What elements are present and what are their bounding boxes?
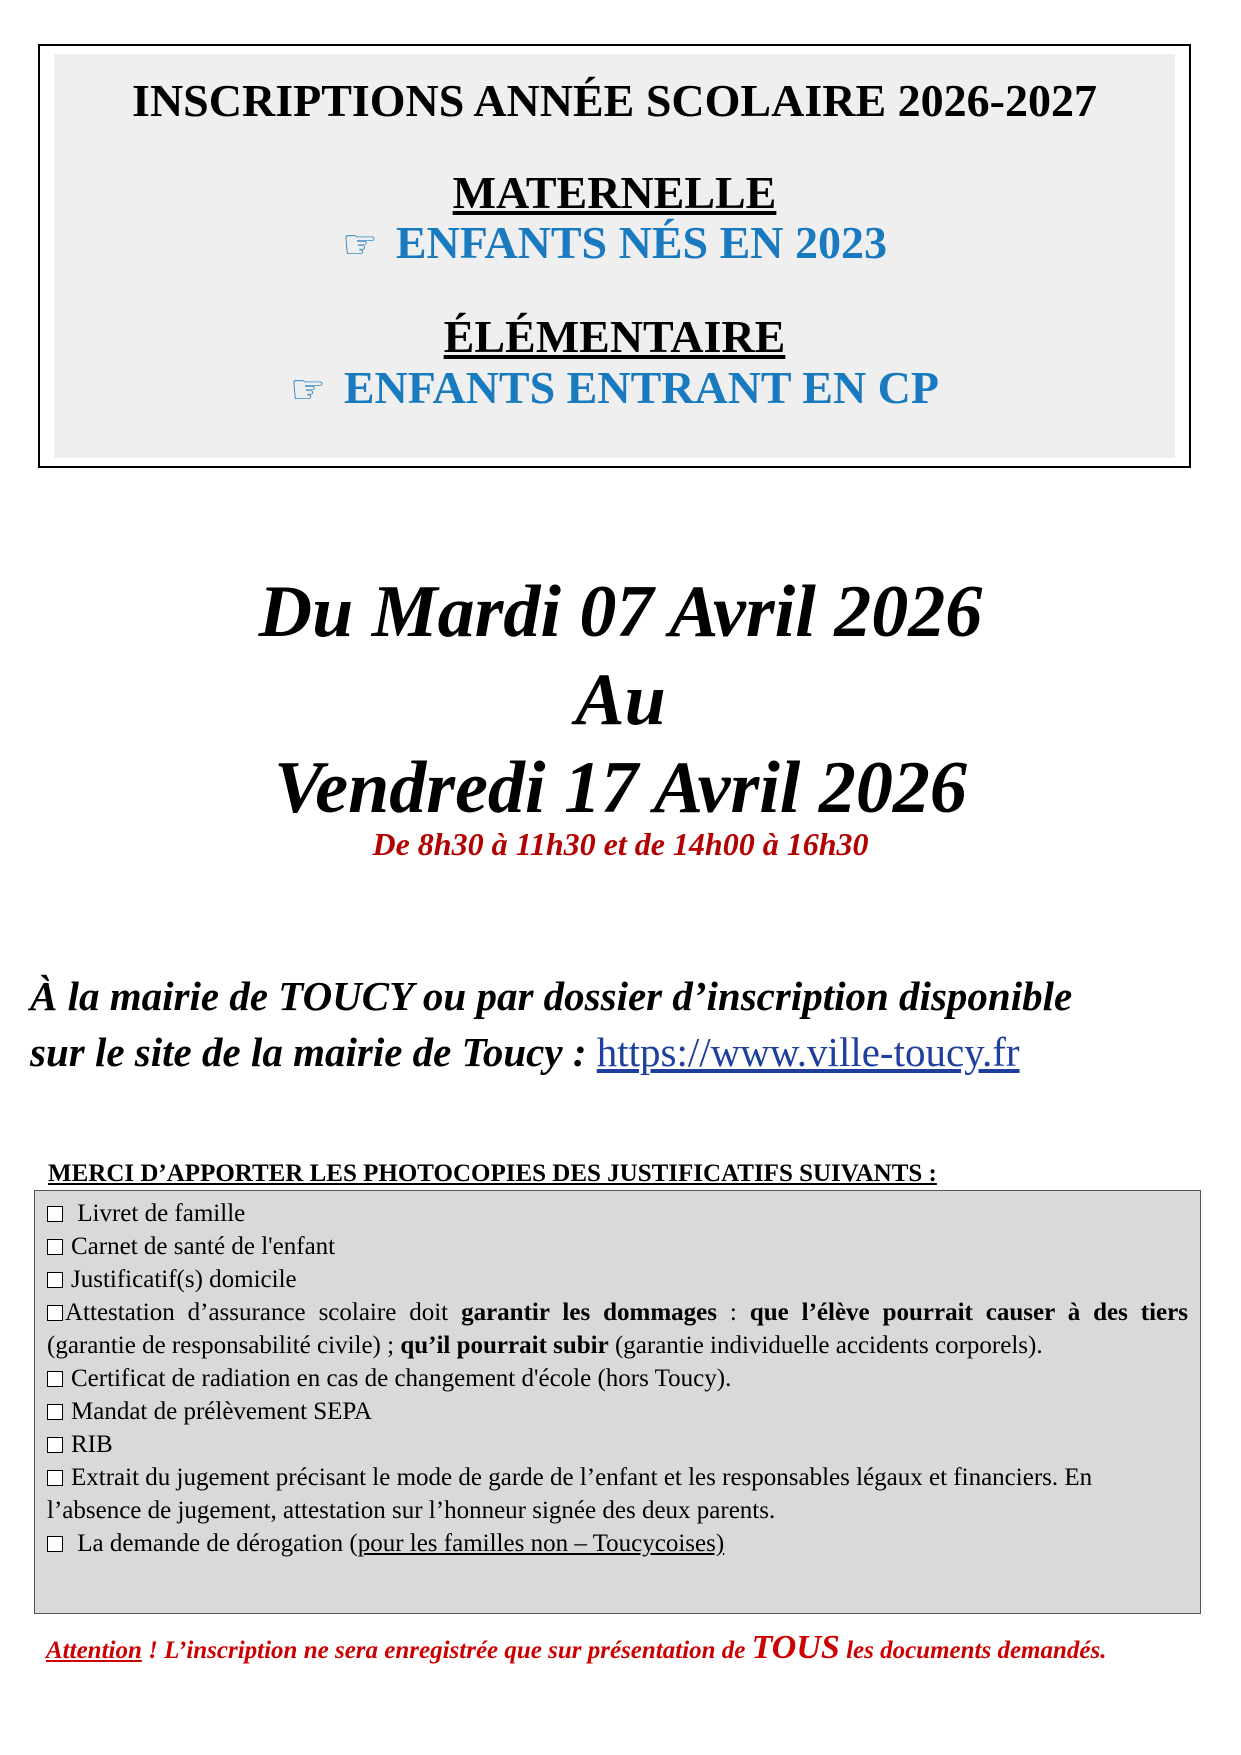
maternelle-sub-text: ENFANTS NÉS EN 2023 [395,217,888,268]
list-item [47,1395,1188,1428]
attention-text-1: ! L’inscription ne sera enregistrée que sur présentation de [141,1637,752,1664]
checkbox-icon[interactable] [47,1470,63,1486]
date-start: Du Mardi 07 Avril 2026 [258,571,983,653]
list-item [47,1197,1188,1230]
list-item [47,1230,1188,1263]
item-assurance-e: (garantie de responsabilité civile) ; [47,1332,401,1359]
checkbox-icon[interactable] [47,1206,63,1222]
pointing-hand-icon: ☞ [341,222,378,267]
item-assurance-f: qu’il pourrait subir [400,1332,609,1359]
elementaire-subheading [54,361,1175,414]
item-derogation-a: La demande de dérogation ( [71,1530,358,1557]
checkbox-icon[interactable] [47,1404,63,1420]
list-item [47,1428,1188,1461]
date-end: Vendredi 17 Avril 2026 [274,747,967,829]
item-derogation-b: pour les familles non – Toucycoises) [357,1530,725,1557]
checkbox-icon[interactable] [47,1272,63,1288]
pointing-hand-icon: ☞ [290,367,326,412]
item-rib: RIB [71,1431,113,1458]
page-title: INSCRIPTIONS ANNÉE SCOLAIRE 2026-2027 [132,75,1097,126]
documents-heading: MERCI D’APPORTER LES PHOTOCOPIES DES JUSTIFICATIFS SUIVANTS : [48,1160,937,1187]
location-line-2 [30,1024,1220,1080]
item-jugement: Extrait du jugement précisant le mode de garde de l’enfant et les responsables légaux et financiers. En l’absence de jugement, attestation sur l’honneur signée des deux parents. [47,1464,1093,1524]
item-assurance-a: Attestation d’assurance scolaire doit [65,1299,462,1326]
header-box [38,44,1191,468]
item-livret: Livret de famille [71,1200,246,1227]
list-item [47,1527,1188,1560]
header-panel [54,54,1175,458]
documents-box [34,1190,1201,1614]
checkbox-icon[interactable] [47,1536,63,1552]
elementaire-heading: ÉLÉMENTAIRE [443,311,786,362]
checkbox-icon[interactable] [47,1437,63,1453]
item-assurance-b: garantir les dommages [461,1299,717,1326]
attention-tous: TOUS [751,1629,840,1666]
checkbox-icon[interactable] [47,1371,63,1387]
checkbox-icon[interactable] [47,1239,63,1255]
item-domicile: Justificatif(s) domicile [71,1266,297,1293]
maternelle-heading: MATERNELLE [452,167,777,218]
date-separator: Au [575,659,666,741]
list-item [47,1362,1188,1395]
maternelle-subheading [54,216,1175,269]
location-line-2-text: sur le site de la mairie de Toucy : [30,1029,587,1075]
item-assurance-g: (garantie individuelle accidents corporels). [608,1332,1043,1359]
location-info [30,968,1220,1080]
list-item [47,1263,1188,1296]
elementaire-sub-text: ENFANTS ENTRANT EN CP [343,362,939,413]
attention-notice [46,1625,1166,1674]
attention-label: Attention [46,1637,142,1664]
location-line-1: À la mairie de TOUCY ou par dossier d’inscription disponible [30,973,1073,1019]
website-link[interactable]: https://www.ville-toucy.fr [596,1029,1020,1075]
item-carnet: Carnet de santé de l'enfant [71,1233,336,1260]
item-assurance-d: que l’élève pourrait causer à des tiers [749,1299,1188,1326]
item-radiation: Certificat de radiation en cas de changement d'école (hors Toucy). [71,1365,732,1392]
list-item [47,1461,1188,1527]
list-item [47,1296,1188,1362]
attention-text-2: les documents demandés. [839,1637,1107,1664]
documents-list [47,1197,1188,1560]
item-sepa: Mandat de prélèvement SEPA [71,1398,373,1425]
checkbox-icon[interactable] [47,1305,63,1321]
item-assurance-c: : [717,1299,750,1326]
opening-hours: De 8h30 à 11h30 et de 14h00 à 16h30 [372,826,869,862]
